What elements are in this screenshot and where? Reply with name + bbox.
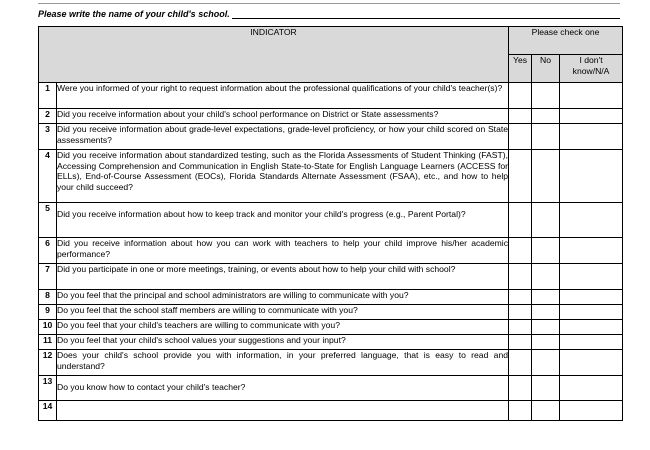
question-text: Do you know how to contact your child's teacher?: [57, 376, 509, 401]
table-row: [39, 109, 623, 124]
table-row: [39, 376, 623, 401]
indicator-header: INDICATOR: [39, 27, 509, 83]
no-checkbox[interactable]: [532, 203, 560, 238]
na-checkbox[interactable]: [560, 320, 623, 335]
table-row: [39, 401, 623, 421]
no-checkbox[interactable]: [532, 264, 560, 290]
row-number: 3: [39, 124, 57, 150]
no-checkbox[interactable]: [532, 109, 560, 124]
na-checkbox[interactable]: [560, 376, 623, 401]
row-number: 4: [39, 150, 57, 203]
no-checkbox[interactable]: [532, 401, 560, 421]
yes-checkbox[interactable]: [509, 335, 532, 350]
no-checkbox[interactable]: [532, 238, 560, 264]
table-row: [39, 124, 623, 150]
yes-checkbox[interactable]: [509, 320, 532, 335]
school-name-prompt: [38, 9, 620, 19]
na-checkbox[interactable]: [560, 264, 623, 290]
row-number: 2: [39, 109, 57, 124]
question-text: Do you feel that your child's school values your suggestions and your input?: [57, 335, 509, 350]
yes-checkbox[interactable]: [509, 290, 532, 305]
table-row: [39, 305, 623, 320]
row-number: 12: [39, 350, 57, 376]
na-checkbox[interactable]: [560, 350, 623, 376]
question-text: Did you participate in one or more meetings, training, or events about how to help your child with school?: [57, 264, 509, 290]
no-checkbox[interactable]: [532, 335, 560, 350]
yes-checkbox[interactable]: [509, 83, 532, 109]
school-name-field[interactable]: [232, 9, 620, 19]
no-checkbox[interactable]: [532, 320, 560, 335]
school-name-label: Please write the name of your child's school.: [38, 9, 230, 19]
question-text: Did you receive information about how to keep track and monitor your child's progress (e.g., Parent Portal)?: [57, 203, 509, 238]
yes-checkbox[interactable]: [509, 264, 532, 290]
row-number: 6: [39, 238, 57, 264]
table-row: [39, 238, 623, 264]
table-row: [39, 320, 623, 335]
na-checkbox[interactable]: [560, 124, 623, 150]
header-row: [39, 27, 623, 55]
question-text: Did you receive information about how you can work with teachers to help your child improve his/her academic performance?: [57, 238, 509, 264]
table-row: [39, 290, 623, 305]
top-rule: [38, 3, 620, 4]
no-checkbox[interactable]: [532, 83, 560, 109]
question-text: Were you informed of your right to request information about the professional qualifications of your child's teacher(s)?: [57, 83, 509, 109]
no-checkbox[interactable]: [532, 124, 560, 150]
table-row: [39, 150, 623, 203]
table-row: [39, 335, 623, 350]
row-number: 13: [39, 376, 57, 401]
no-checkbox[interactable]: [532, 350, 560, 376]
row-number: 8: [39, 290, 57, 305]
no-header: No: [532, 55, 560, 83]
yes-checkbox[interactable]: [509, 238, 532, 264]
na-checkbox[interactable]: [560, 109, 623, 124]
na-checkbox[interactable]: [560, 238, 623, 264]
yes-checkbox[interactable]: [509, 124, 532, 150]
yes-header: Yes: [509, 55, 532, 83]
yes-checkbox[interactable]: [509, 350, 532, 376]
table-row: [39, 203, 623, 238]
no-checkbox[interactable]: [532, 376, 560, 401]
na-checkbox[interactable]: [560, 203, 623, 238]
na-checkbox[interactable]: [560, 83, 623, 109]
question-text: [57, 401, 509, 421]
na-checkbox[interactable]: [560, 335, 623, 350]
row-number: 7: [39, 264, 57, 290]
question-text: Do you feel that your child's teachers are willing to communicate with you?: [57, 320, 509, 335]
question-text: Did you receive information about standardized testing, such as the Florida Assessments of Student Thinking (FAST), Accessing Comprehension and Communication in English State-to-State for English Language Learners (ACCESS for ELLs), End-of-Course Assessment (EOCs), Florida Standards Alternate Assessment (FSAA), etc., and how to help your child succeed?: [57, 150, 509, 203]
survey-table: [38, 26, 623, 421]
na-checkbox[interactable]: [560, 305, 623, 320]
row-number: 1: [39, 83, 57, 109]
no-checkbox[interactable]: [532, 305, 560, 320]
row-number: 9: [39, 305, 57, 320]
yes-checkbox[interactable]: [509, 150, 532, 203]
row-number: 11: [39, 335, 57, 350]
yes-checkbox[interactable]: [509, 305, 532, 320]
table-row: [39, 83, 623, 109]
na-header: I don't know/N/A: [560, 55, 623, 83]
check-one-header: Please check one: [509, 27, 623, 55]
row-number: 10: [39, 320, 57, 335]
row-number: 14: [39, 401, 57, 421]
table-row: [39, 350, 623, 376]
question-text: Do you feel that the principal and school administrators are willing to communicate with you?: [57, 290, 509, 305]
question-text: Does your child's school provide you with information, in your preferred language, that is easy to read and understand?: [57, 350, 509, 376]
na-checkbox[interactable]: [560, 401, 623, 421]
question-text: Do you feel that the school staff members are willing to communicate with you?: [57, 305, 509, 320]
na-checkbox[interactable]: [560, 290, 623, 305]
yes-checkbox[interactable]: [509, 376, 532, 401]
yes-checkbox[interactable]: [509, 109, 532, 124]
question-text: Did you receive information about grade-level expectations, grade-level proficiency, or how your child scored on State assessments?: [57, 124, 509, 150]
table-row: [39, 264, 623, 290]
na-checkbox[interactable]: [560, 150, 623, 203]
yes-checkbox[interactable]: [509, 203, 532, 238]
yes-checkbox[interactable]: [509, 401, 532, 421]
row-number: 5: [39, 203, 57, 238]
question-text: Did you receive information about your child's school performance on District or State assessments?: [57, 109, 509, 124]
no-checkbox[interactable]: [532, 290, 560, 305]
no-checkbox[interactable]: [532, 150, 560, 203]
